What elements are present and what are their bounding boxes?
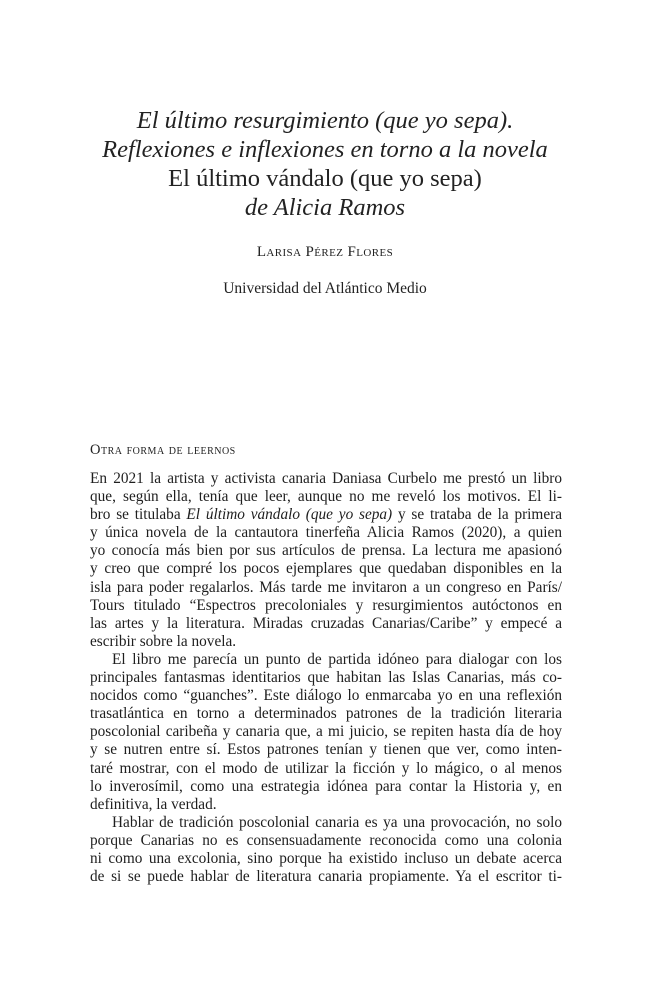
text-line: lo inverosímil, como una estrategia idónea para contar la Historia y, en	[90, 777, 562, 795]
text-line: El libro me parecía un punto de partida idóneo para dialogar con los	[112, 650, 562, 668]
author-name: Larisa Pérez Flores	[256, 244, 394, 260]
title-line-3: El último vándalo (que yo sepa)	[168, 165, 482, 192]
text-line: principales fantasmas identitarios que habitan las Islas Canarias, más co-	[90, 669, 562, 687]
article-title	[60, 106, 590, 222]
title-line-2: Reflexiones e inflexiones en torno a la novela	[102, 136, 548, 163]
text-line: y creo que compré los pocos ejemplares que quedaban disponibles en la	[90, 560, 562, 578]
body-text	[90, 470, 562, 886]
text-line: taré mostrar, con el modo de utilizar la ficción y lo mágico, o al menos	[90, 759, 562, 777]
text-line: ni como una excolonia, sino porque ha existido incluso un debate acerca	[90, 849, 562, 867]
text-line: isla para poder regalarlos. Más tarde me invitaron a un congreso en París/	[90, 578, 562, 596]
text-line: definitiva, la verdad.	[90, 795, 217, 813]
title-line-1: El último resurgimiento (que yo sepa).	[136, 107, 514, 134]
text-line: las artes y la literatura. Miradas cruzadas Canarias/Caribe” y empecé a	[90, 614, 562, 632]
text-line	[90, 506, 562, 524]
text-line: yo conocía más bien por sus artículos de prensa. La lectura me apasionó	[90, 542, 562, 560]
book-title-italic: El último vándalo (que yo sepa)	[186, 506, 393, 524]
text-segment: bro se titulaba	[90, 506, 187, 524]
text-line: escribir sobre la novela.	[90, 632, 237, 650]
text-line: y única novela de la cantautora tinerfeña Alicia Ramos (2020), a quien	[90, 524, 562, 542]
title-line-4: de Alicia Ramos	[244, 194, 406, 221]
text-line: nocidos como “guanches”. Este diálogo lo enmarcaba yo en una reflexión	[90, 687, 562, 705]
text-line: poscolonial caribeña y canaria que, a mi juicio, se repiten hasta día de hoy	[90, 723, 562, 741]
text-line: En 2021 la artista y activista canaria Daniasa Curbelo me prestó un libro	[90, 470, 562, 487]
text-segment: y se trataba de la primera	[392, 506, 563, 524]
text-line: Hablar de tradición poscolonial canaria es ya una provocación, no solo	[112, 813, 562, 831]
text-line: porque Canarias no es consensuadamente reconocida como una colonia	[90, 831, 562, 849]
author-affiliation: Universidad del Atlántico Medio	[223, 280, 427, 297]
section-heading: Otra forma de leernos	[90, 442, 236, 458]
text-line: de si se puede hablar de literatura canaria propiamente. Ya el escritor ti-	[90, 868, 562, 886]
text-line: trasatlántica en torno a determinados patrones de la tradición literaria	[90, 705, 562, 723]
text-line: y se nutren entre sí. Estos patrones tenían y tienen que ver, como inten-	[90, 741, 562, 759]
text-line: Tours titulado “Espectros precoloniales y resurgimientos autóctonos en	[90, 596, 562, 614]
text-line: que, según ella, tenía que leer, aunque no me reveló los motivos. El li-	[90, 488, 562, 506]
